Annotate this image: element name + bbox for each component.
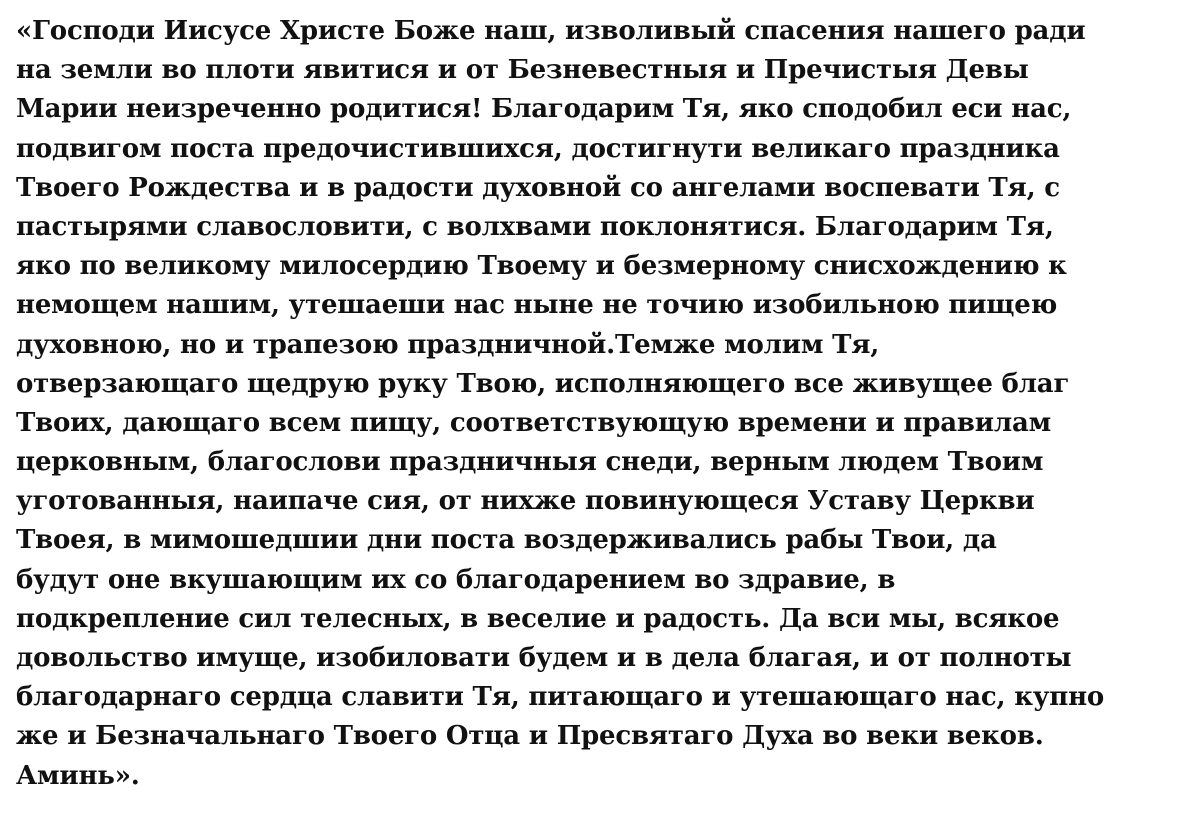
text-line: «Господи Иисусе Христе Боже наш, изволивый спасения нашего ради <box>16 16 1086 46</box>
text-line: немощем нашим, утешаеши нас ныне не точию изобильною пищею <box>16 290 1058 321</box>
text-line: уготованныя, наипаче сия, от нихже повинующеся Уставу Церкви <box>16 486 1035 517</box>
text-line: яко по великому милосердию Твоему и безмерному снисхождению к <box>16 251 1067 282</box>
text-line: будут оне вкушающим их со благодарением во здравие, в <box>16 564 896 595</box>
text-line: благодарнаго сердца славити Тя, питающаго и утешающаго нас, купно <box>16 682 1105 713</box>
text-line: пастырями славословити, с волхвами поклонятися. Благодарим Тя, <box>16 211 1054 242</box>
text-line: Аминь». <box>16 760 140 791</box>
text-line: на земли во плоти явитися и от Безневестныя и Пречистыя Девы <box>16 55 1029 86</box>
text-line: подвигом поста предочистившихся, достигнути великаго праздника <box>16 133 1060 164</box>
text-line: духовною, но и трапезою праздничной.Темже молим Тя, <box>16 329 880 360</box>
text-line: Марии неизреченно родитися! Благодарим Тя, яко сподобил еси нас, <box>16 94 1072 125</box>
prayer-text <box>16 12 1192 796</box>
text-line: довольство имуще, изобиловати будем и в дела благая, и от полноты <box>16 643 1072 673</box>
text-line: Твоих, дающаго всем пищу, соответствующую времени и правилам <box>16 407 1051 438</box>
text-line: церковным, благослови праздничныя снеди, верным людем Твоим <box>16 447 1044 478</box>
text-line: отверзающаго щедрую руку Твою, исполняющего все живущее благ <box>16 368 1070 399</box>
text-line: Твоего Рождества и в радости духовной со ангелами воспевати Тя, с <box>16 172 1060 203</box>
text-line: же и Безначальнаго Твоего Отца и Пресвятаго Духа во веки веков. <box>16 721 1044 752</box>
text-line: Твоея, в мимошедшии дни поста воздерживались рабы Твои, да <box>16 525 997 556</box>
text-line: подкрепление сил телесных, в веселие и радость. Да вси мы, всякое <box>16 603 1060 634</box>
